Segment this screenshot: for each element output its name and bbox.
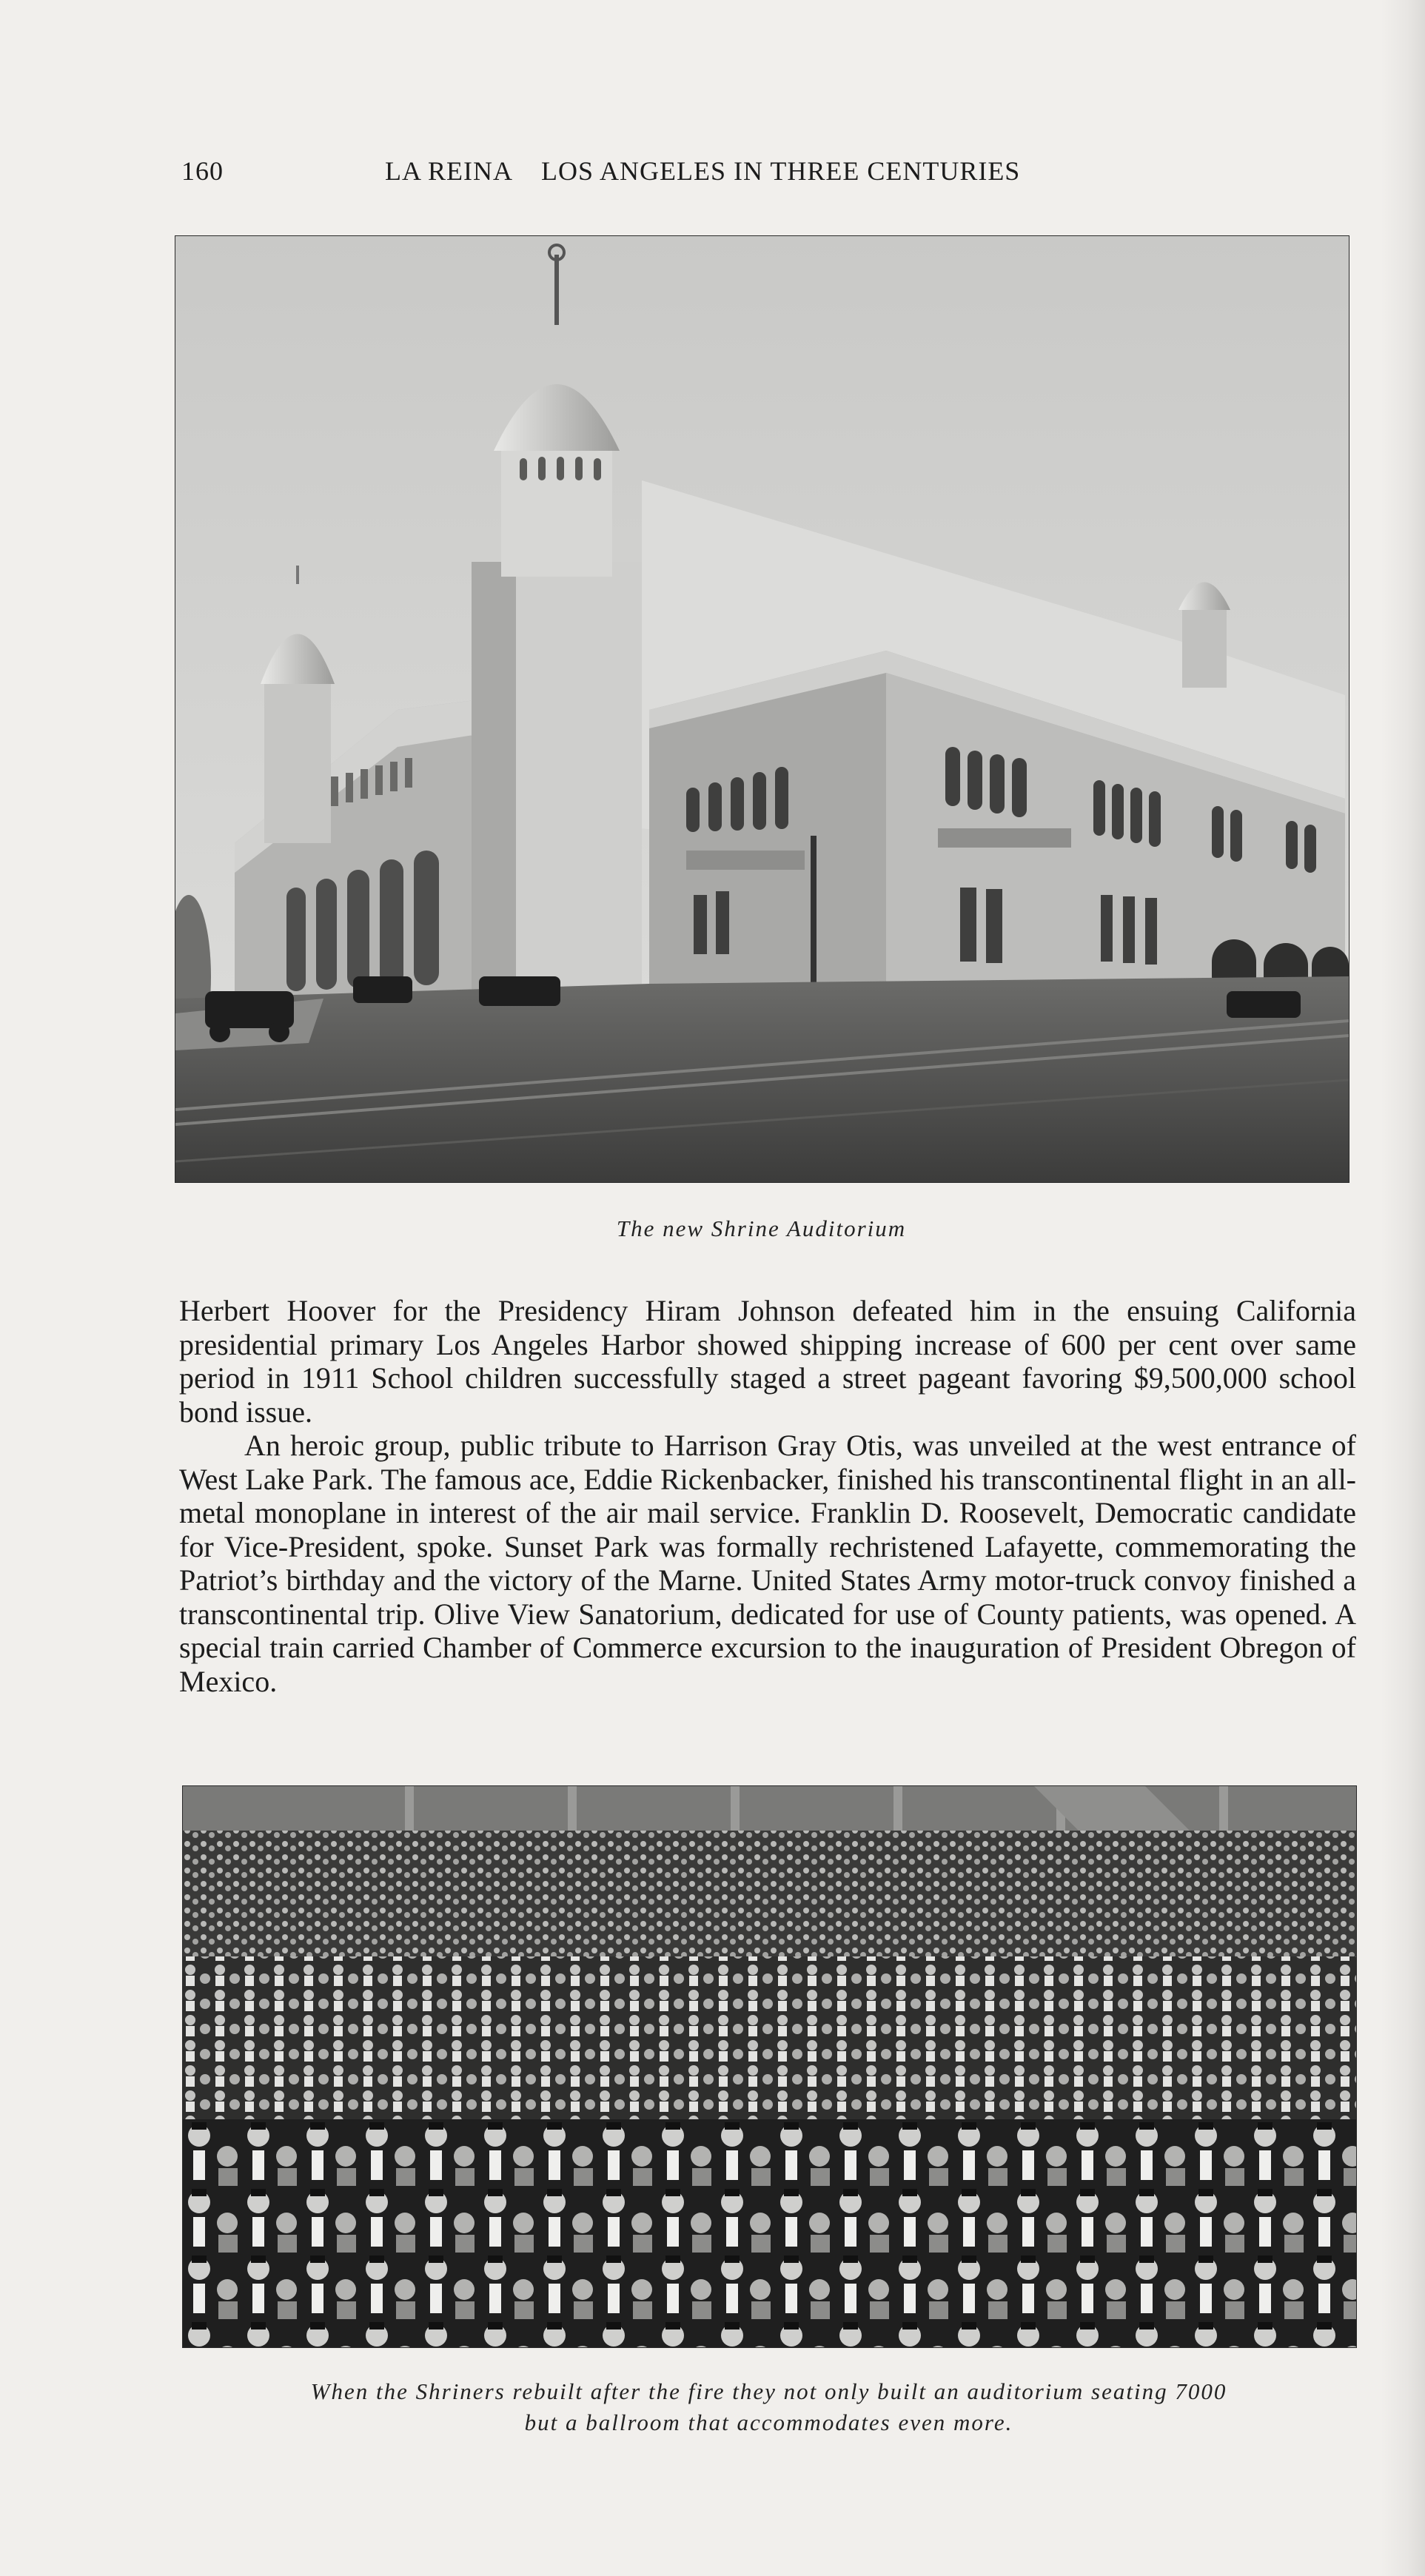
- caption-line-2: but a ballroom that accommodates even more.: [524, 2409, 1013, 2435]
- running-head: [181, 150, 1136, 194]
- paragraph-1: Herbert Hoover for the Presidency Hiram Johnson defeated him in the ensuing California presidential primary Los Angeles Harbor showed shipping increase of 600 per cent over same period in 1911 School children successfully staged a street pageant favoring $9,500,000 school bond issue.: [179, 1294, 1356, 1429]
- shriners-ballroom-photo: [182, 1785, 1357, 2348]
- book-title: LA REINA LOS ANGELES IN THREE CENTURIES: [385, 156, 1021, 186]
- page-number: 160: [181, 156, 224, 186]
- page-edge-shadow: [1381, 0, 1425, 2576]
- body-text: [179, 1294, 1356, 1745]
- caption-line-1: When the Shriners rebuilt after the fire they not only built an auditorium seating 7000: [310, 2378, 1227, 2404]
- paragraph-2: An heroic group, public tribute to Harrison Gray Otis, was unveiled at the west entrance of West Lake Park. The famous ace, Eddie Rickenbacker, finished his transcontinental flight in an all-metal monoplane in interest of the air mail service. Franklin D. Roosevelt, Democratic candidate for Vice-President, spoke. Sunset Park was formally rechristened Lafayette, commemorating the Patriot’s birthday and the victory of the Marne. United States Army motor-truck convoy finished a transcontinental trip. Olive View Sanatorium, dedicated for use of County patients, was opened. A special train carried Chamber of Commerce excursion to the inauguration of President Obregon of Mexico.: [179, 1429, 1356, 1698]
- photo-caption-bottom: [182, 2376, 1355, 2443]
- photo-caption-top: The new Shrine Auditorium: [616, 1215, 907, 1241]
- shrine-auditorium-photo: [175, 235, 1349, 1183]
